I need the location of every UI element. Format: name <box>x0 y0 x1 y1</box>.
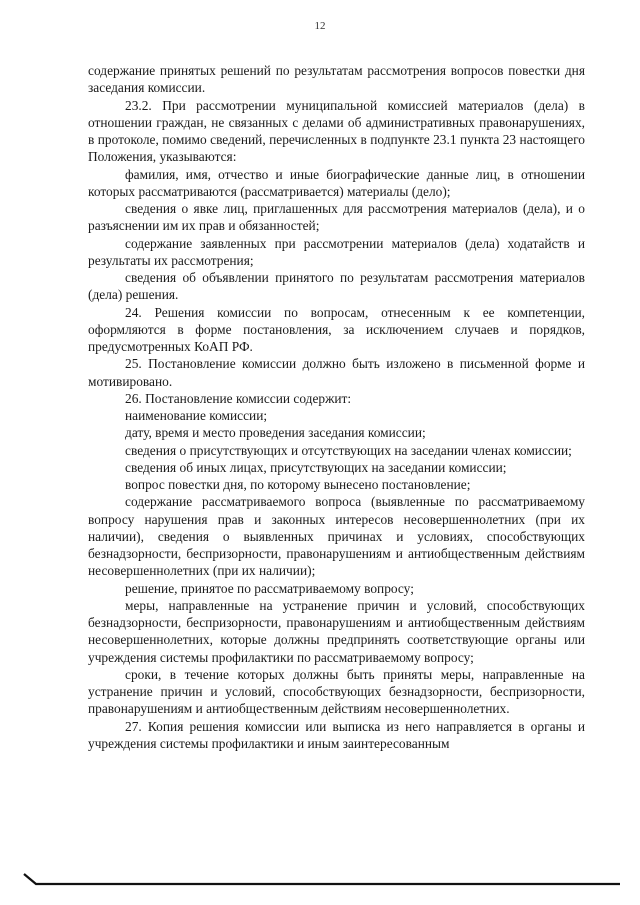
paragraph-9: 26. Постановление комиссии содержит: <box>125 390 352 406</box>
paragraph-6: сведения об объявлении принятого по результатам рассмотрения материалов (дела) решения. <box>88 270 585 303</box>
paragraph-18: сроки, в течение которых должны быть приняты меры, направленные на устранение причин и условий, способствующих безнадзорности, беспризорности, правонарушениям и антиобщественным действиям несовершеннолетних. <box>88 666 585 717</box>
paragraph-17: меры, направленные на устранение причин и условий, способствующих безнадзорности, беспризорности, правонарушениям и антиобщественным действиям несовершеннолетних, которые должны предпринять соответствующие органы или учреждения системы профилактики по рассматриваемому вопросу; <box>88 597 585 665</box>
paragraph-1: содержание принятых решений по результатам рассмотрения вопросов повестки дня заседания комиссии. <box>88 63 585 96</box>
paragraph-3: фамилия, имя, отчество и иные биографические данные лиц, в отношении которых рассматриваются (рассматривается) материалы (дело); <box>88 166 585 199</box>
paragraph-12: сведения о присутствующих и отсутствующих на заседании членах комиссии; <box>125 442 572 458</box>
paragraph-19: 27. Копия решения комиссии или выписка из него направляется в органы и учреждения системы профилактики и иным заинтересованным <box>88 718 585 751</box>
page-number: 12 <box>314 20 326 32</box>
paragraph-13: сведения об иных лицах, присутствующих на заседании комиссии; <box>125 459 507 475</box>
paragraph-10: наименование комиссии; <box>125 408 268 423</box>
paragraph-15: содержание рассматриваемого вопроса (выявленные по рассматриваемому вопросу нарушения прав и законных интересов несовершеннолетних (при их наличии), сведения о выявленных причинах и условиях, способствующих безнадзорности, беспризорности, правонарушениям и антиобщественным действиям несовершеннолетних (при их наличии); <box>88 494 585 579</box>
document-body <box>88 62 585 752</box>
scan-edge-line <box>22 872 622 892</box>
paragraph-16: решение, принятое по рассматриваемому вопросу; <box>125 580 414 596</box>
paragraph-8: 25. Постановление комиссии должно быть изложено в письменной форме и мотивировано. <box>88 356 585 389</box>
paragraph-14: вопрос повестки дня, по которому вынесено постановление; <box>125 477 471 492</box>
paragraph-7: 24. Решения комиссии по вопросам, отнесенным к ее компетенции, оформляются в форме постановления, за исключением случаев и порядков, предусмотренных КоАП РФ. <box>88 304 585 354</box>
paragraph-2: 23.2. При рассмотрении муниципальной комиссией материалов (дела) в отношении граждан, не связанных с делами об административных правонарушениях, в протоколе, помимо сведений, перечисленных в подпункте 23.1 пункта 23 настоящего Положения, указываются: <box>88 97 585 165</box>
paragraph-11: дату, время и место проведения заседания комиссии; <box>125 425 426 441</box>
paragraph-5: содержание заявленных при рассмотрении материалов (дела) ходатайств и результаты их рассмотрения; <box>88 235 585 268</box>
paragraph-4: сведения о явке лиц, приглашенных для рассмотрения материалов (дела), и о разъяснении им их прав и обязанностей; <box>88 201 585 234</box>
